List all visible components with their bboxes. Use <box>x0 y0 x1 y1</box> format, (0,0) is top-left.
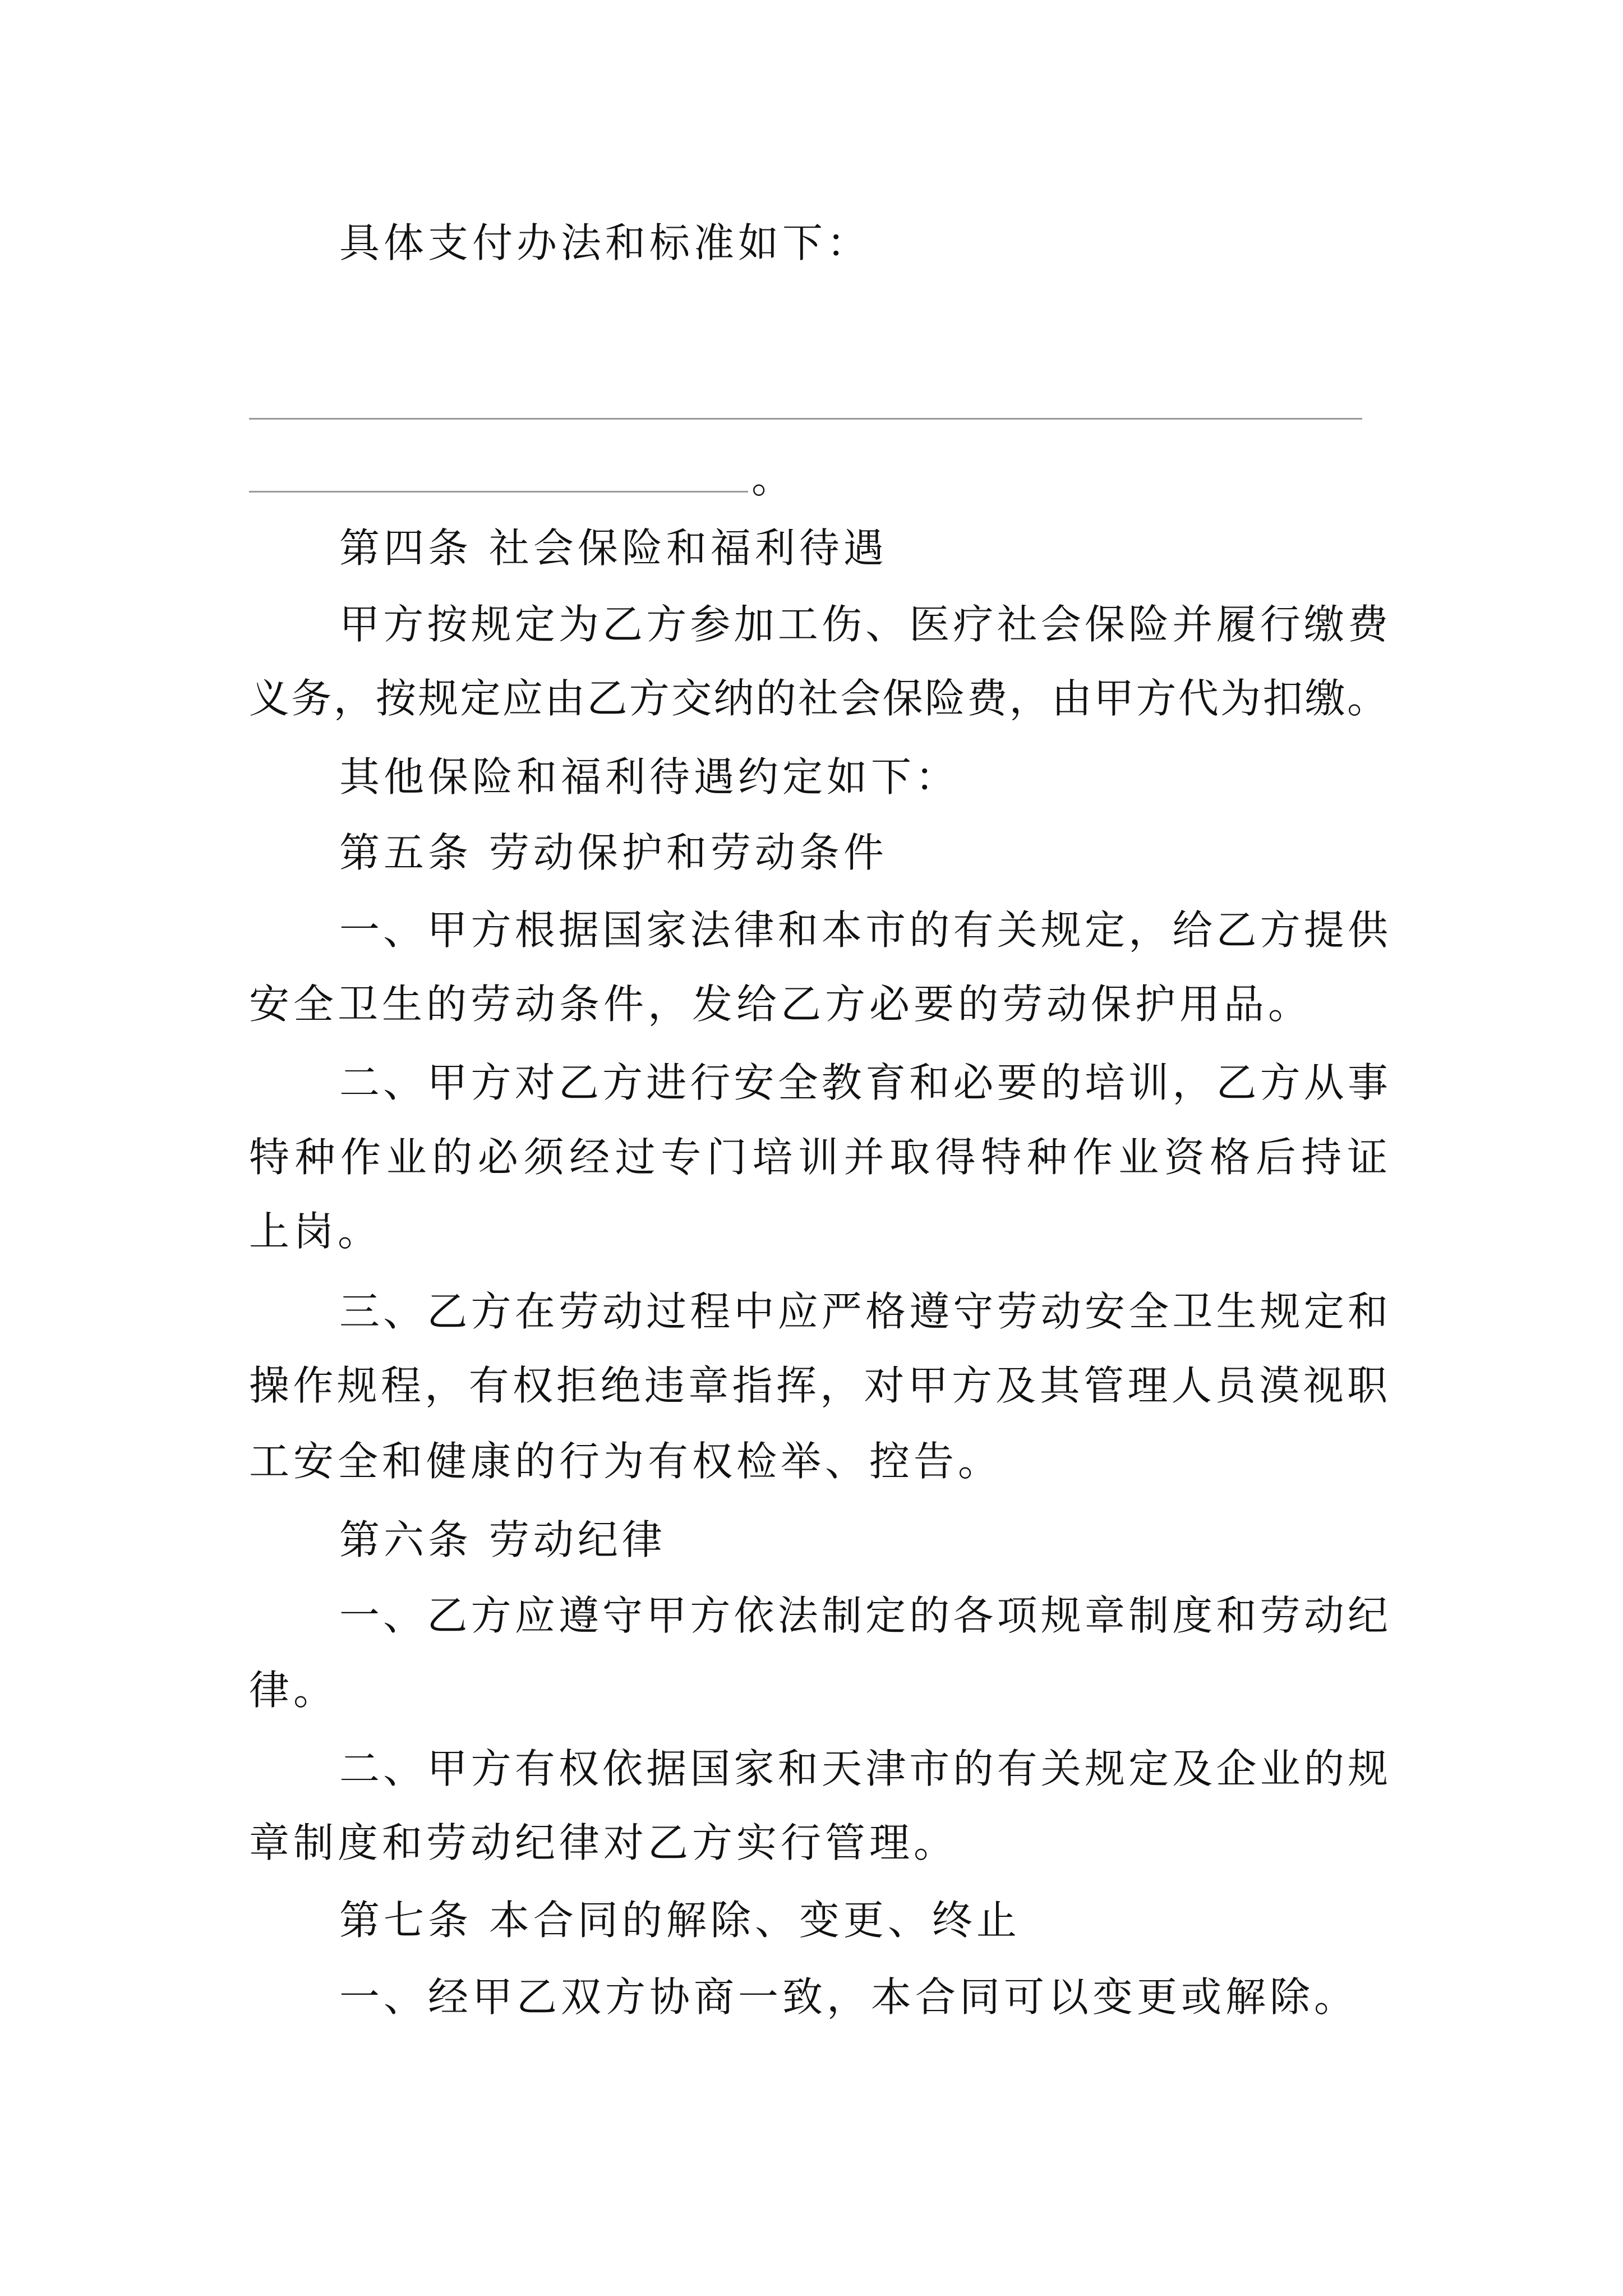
article-7-heading: 第七条 本合同的解除、变更、终止 <box>339 1897 1021 1944</box>
article-5-item-2-line-3: 上岗。 <box>249 1208 382 1255</box>
article-5-item-3-line-1: 三、乙方在劳动过程中应严格遵守劳动安全卫生规定和 <box>339 1288 1388 1335</box>
article-6-item-1-line-1: 一、乙方应遵守甲方依法制定的各项规章制度和劳动纪 <box>339 1592 1388 1639</box>
article-5-item-2-line-1: 二、甲方对乙方进行安全教育和必要的培训，乙方从事 <box>339 1059 1388 1106</box>
article-5-heading: 第五条 劳动保护和劳动条件 <box>339 829 888 876</box>
article-4-paragraph-1-line-1: 甲方按规定为乙方参加工伤、医疗社会保险并履行缴费 <box>339 601 1388 648</box>
article-5-item-3-line-2: 操作规程，有权拒绝违章指挥，对甲方及其管理人员漠视职 <box>249 1362 1387 1409</box>
article-5-item-1-line-2: 安全卫生的劳动条件，发给乙方必要的劳动保护用品。 <box>249 981 1313 1028</box>
article-6-item-2-line-2: 章制度和劳动纪律对乙方实行管理。 <box>249 1819 958 1866</box>
fill-in-blank-line-1 <box>249 418 1362 420</box>
article-4-paragraph-2: 其他保险和福利待遇约定如下： <box>339 753 960 800</box>
fill-in-blank-line-2 <box>249 491 748 493</box>
article-4-heading: 第四条 社会保险和福利待遇 <box>339 524 888 572</box>
article-5-item-2-line-2: 特种作业的必须经过专门培训并取得特种作业资格后持证 <box>249 1134 1387 1181</box>
article-6-item-1-line-2: 律。 <box>249 1667 338 1714</box>
article-5-item-3-line-3: 工安全和健康的行为有权检举、控告。 <box>249 1438 1003 1485</box>
article-6-heading: 第六条 劳动纪律 <box>339 1516 666 1563</box>
article-4-paragraph-1-line-2: 义务，按规定应由乙方交纳的社会保险费，由甲方代为扣缴。 <box>249 675 1387 722</box>
blank-end-mark: 。 <box>751 455 792 502</box>
article-7-item-1-line-1: 一、经甲乙双方协商一致，本合同可以变更或解除。 <box>339 1973 1359 2021</box>
article-5-item-1-line-1: 一、甲方根据国家法律和本市的有关规定，给乙方提供 <box>339 907 1388 954</box>
payment-intro: 具体支付办法和标准如下： <box>339 219 872 266</box>
article-6-item-2-line-1: 二、甲方有权依据国家和天津市的有关规定及企业的规 <box>339 1745 1388 1792</box>
